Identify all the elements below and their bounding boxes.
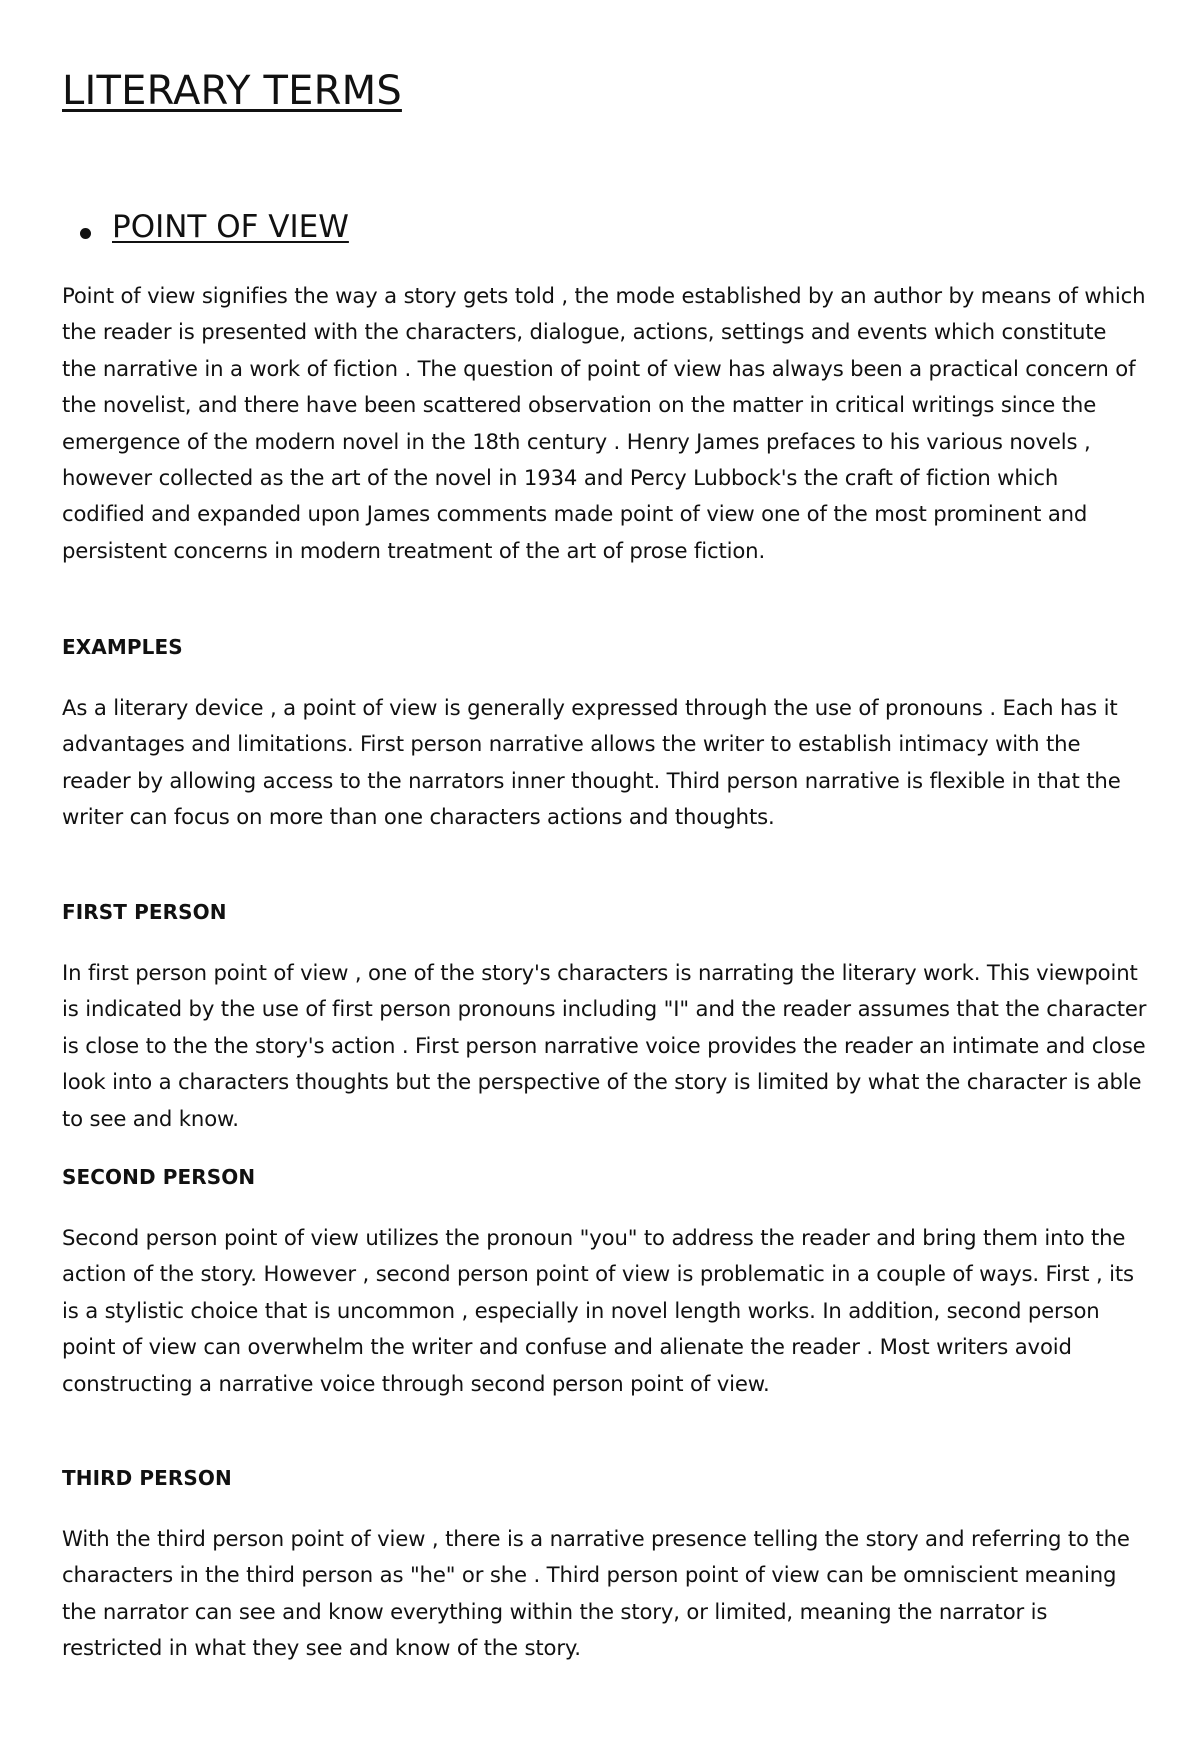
document-title: LITERARY TERMS (62, 68, 402, 114)
bullet-icon (80, 228, 91, 239)
second-person-heading: SECOND PERSON (62, 1165, 256, 1189)
section-title: POINT OF VIEW (112, 209, 349, 245)
intro-paragraph: Point of view signifies the way a story gets told , the mode established by an author by means of which the reader is presented with the characters, dialogue, actions, settings and events which constitute the narrative in a work of fiction . The question of point of view has always been a practical concern of the novelist, and there have been scattered observation on the matter in critical writings since the emergence of the modern novel in the 18th century . Henry James prefaces to his various novels , however collected as the art of the novel in 1934 and Percy Lubbock's the craft of fiction which codified and expanded upon James comments made point of view one of the most prominent and persistent concerns in modern treatment of the art of prose fiction. (62, 283, 1146, 563)
second-person-paragraph: Second person point of view utilizes the pronoun "you" to address the reader and bring them into the action of the story. However , second person point of view is problematic in a couple of ways. First , its is a stylistic choice that is uncommon , especially in novel length works. In addition, second person point of view can overwhelm the writer and confuse and alienate the reader . Most writers avoid constructing a narrative voice through second person point of view. (62, 1225, 1134, 1396)
examples-heading: EXAMPLES (62, 635, 183, 659)
third-person-paragraph: With the third person point of view , there is a narrative presence telling the story and referring to the characters in the third person as "he" or she . Third person point of view can be omniscient meaning the narrator can see and know everything within the story, or limited, meaning the narrator is restricted in what they see and know of the story. (62, 1526, 1130, 1661)
first-person-paragraph: In first person point of view , one of the story's characters is narrating the literary work. This viewpoint is indicated by the use of first person pronouns including "I" and the reader assumes that the character is close to the the story's action . First person narrative voice provides the reader an intimate and close look into a characters thoughts but the perspective of the story is limited by what the character is able to see and know. (62, 960, 1147, 1131)
third-person-heading: THIRD PERSON (62, 1466, 232, 1490)
examples-paragraph: As a literary device , a point of view is generally expressed through the use of pronouns . Each has it advantages and limitations. First person narrative allows the writer to establish intimacy with the reader by allowing access to the narrators inner thought. Third person narrative is flexible in that the writer can focus on more than one characters actions and thoughts. (62, 695, 1121, 830)
section-heading (80, 209, 349, 245)
first-person-heading: FIRST PERSON (62, 900, 227, 924)
